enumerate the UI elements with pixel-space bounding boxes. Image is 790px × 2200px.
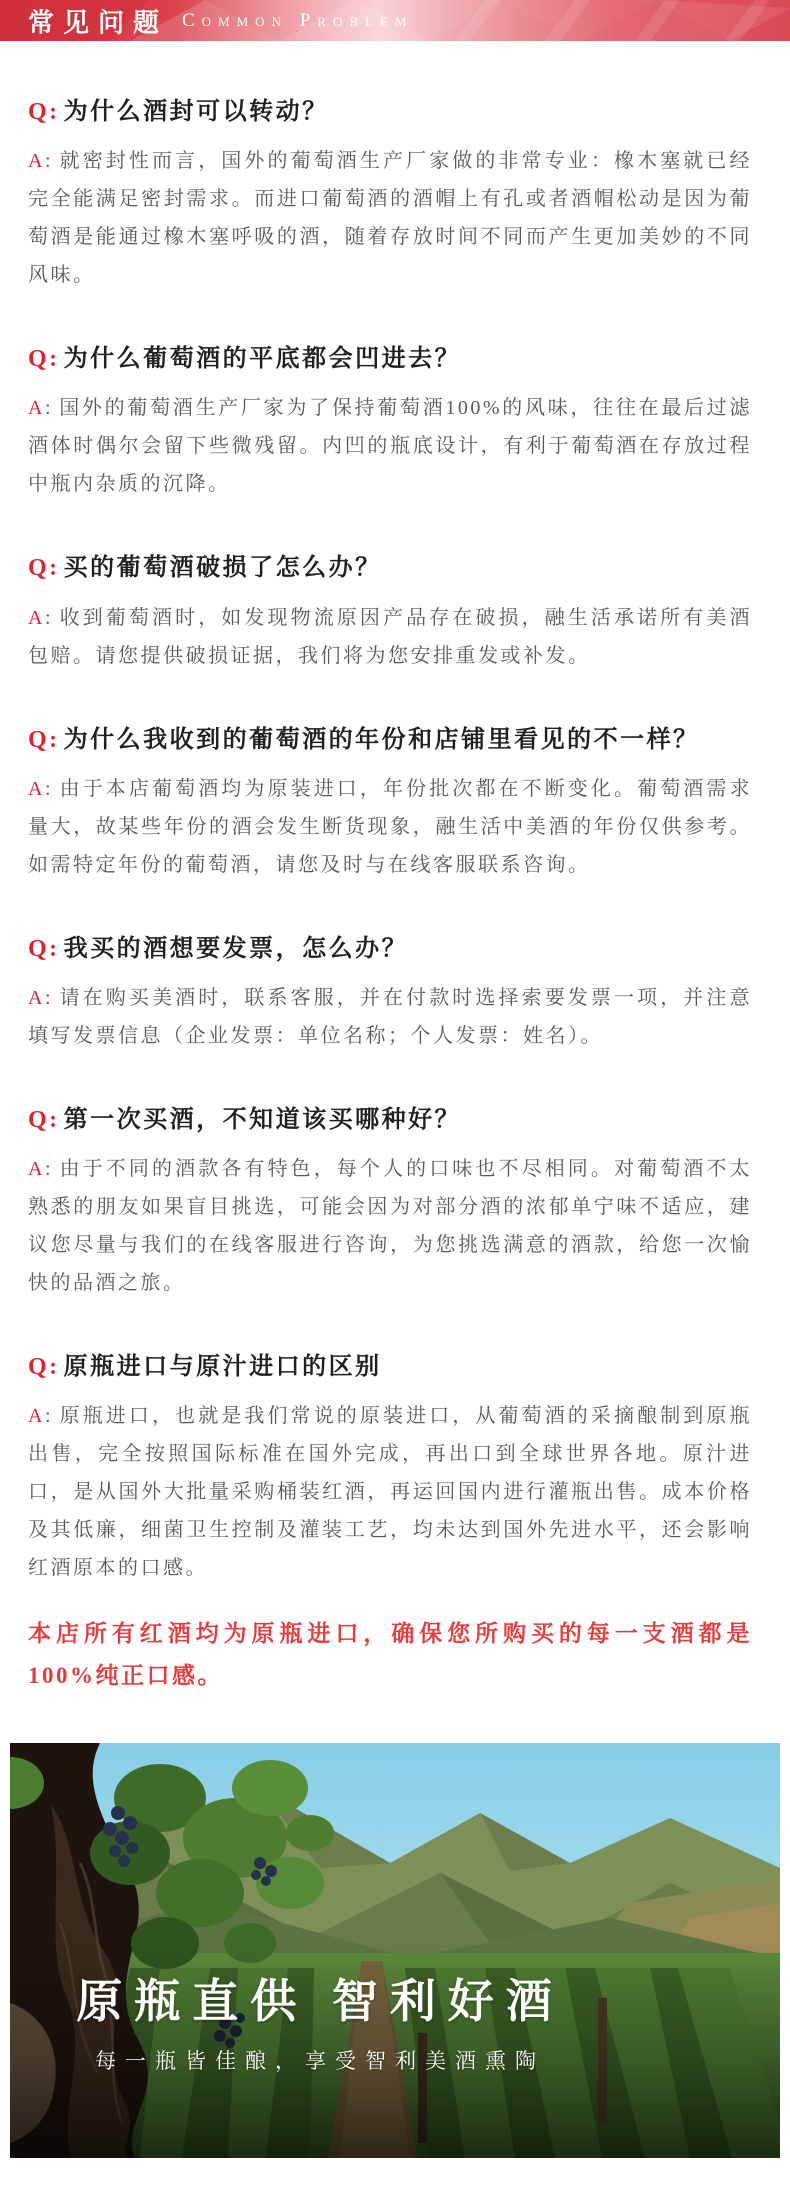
photo-caption — [10, 1965, 630, 2075]
question-text: 第一次买酒，不知道该买哪种好？ — [63, 1106, 462, 1133]
faq-item — [28, 553, 752, 674]
faq-answer — [28, 979, 752, 1055]
a-label: A: — [28, 777, 53, 800]
faq-item — [28, 344, 752, 503]
faq-question — [28, 725, 752, 756]
faq-answer — [28, 1397, 752, 1587]
question-text: 我买的酒想要发票，怎么办？ — [63, 935, 409, 962]
question-text: 原瓶进口与原汁进口的区别 — [63, 1354, 382, 1381]
a-label: A: — [28, 986, 53, 1009]
faq-answer — [28, 142, 752, 294]
vineyard-illustration — [10, 1743, 780, 2158]
faq-question — [28, 553, 752, 584]
faq-item — [28, 1352, 752, 1587]
vineyard-photo — [10, 1743, 780, 2158]
answer-text: 请在购买美酒时，联系客服，并在付款时选择索要发票一项，并注意填写发票信息（企业发票：单位名称；个人发票：姓名）。 — [28, 986, 752, 1047]
faq-answer — [28, 599, 752, 675]
answer-text: 由于不同的酒款各有特色，每个人的口味也不尽相同。对葡萄酒不太熟悉的朋友如果盲目挑选，可能会因为对部分酒的浓郁单宁味不适应，建议您尽量与我们的在线客服进行咨询，为您挑选满意的酒款，给您一次愉快的品酒之旅。 — [28, 1158, 752, 1295]
question-text: 为什么酒封可以转动？ — [63, 99, 329, 125]
answer-text: 国外的葡萄酒生产厂家为了保持葡萄酒100%的风味，往往在最后过滤酒体时偶尔会留下些微残留。内凹的瓶底设计，有利于葡萄酒在存放过程中瓶内杂质的沉降。 — [28, 397, 752, 496]
faq-question — [28, 1352, 752, 1383]
q-label: Q: — [28, 935, 60, 962]
question-text: 买的葡萄酒破损了怎么办？ — [63, 555, 382, 582]
banner-title-cn: 常见问题 — [28, 8, 169, 37]
faq-question — [28, 344, 752, 375]
section-header-banner — [0, 0, 790, 41]
photo-title: 原瓶直供 智利好酒 — [76, 1976, 564, 2028]
q-label: Q: — [28, 346, 60, 373]
faq-item — [28, 934, 752, 1055]
faq-answer — [28, 770, 752, 884]
faq-answer — [28, 1150, 752, 1302]
question-text: 为什么葡萄酒的平底都会凹进去？ — [63, 346, 462, 373]
guarantee-note: 本店所有红酒均为原瓶进口，确保您所购买的每一支酒都是100%纯正口感。 — [28, 1621, 752, 1689]
q-label: Q: — [28, 99, 60, 125]
faq-item — [28, 1105, 752, 1302]
answer-text: 由于本店葡萄酒均为原装进口，年份批次都在不断变化。葡萄酒需求量大，故某些年份的酒会发生断货现象，融生活中美酒的年份仅供参考。如需特定年份的葡萄酒，请您及时与在线客服联系咨询。 — [28, 777, 752, 876]
q-label: Q: — [28, 726, 60, 753]
answer-text: 收到葡萄酒时，如发现物流原因产品存在破损，融生活承诺所有美酒包赔。请您提供破损证据，我们将为您安排重发或补发。 — [28, 606, 752, 667]
faq-question — [28, 934, 752, 965]
banner-title-en: Common Problem — [182, 9, 414, 31]
faq-item — [28, 97, 752, 294]
faq-list — [0, 97, 790, 1587]
a-label: A: — [28, 397, 53, 420]
a-label: A: — [28, 606, 53, 629]
faq-answer — [28, 389, 752, 503]
faq-item — [28, 725, 752, 884]
a-label: A: — [28, 150, 53, 173]
answer-text: 就密封性而言，国外的葡萄酒生产厂家做的非常专业：橡木塞就已经完全能满足密封需求。而进口葡萄酒的酒帽上有孔或者酒帽松动是因为葡萄酒是能通过橡木塞呼吸的酒，随着存放时间不同而产生更加美妙的不同风味。 — [28, 150, 752, 287]
a-label: A: — [28, 1405, 53, 1428]
faq-question — [28, 1105, 752, 1136]
question-text: 为什么我收到的葡萄酒的年份和店铺里看见的不一样？ — [63, 726, 700, 753]
bottom-spacer — [0, 2158, 790, 2200]
answer-text: 原瓶进口，也就是我们常说的原装进口，从葡萄酒的采摘酿制到原瓶出售，完全按照国际标准在国外完成，再出口到全球世界各地。原汁进口，是从国外大批量采购桶装红酒，再运回国内进行灌瓶出售。成本价格及其低廉，细菌卫生控制及灌装工艺，均未达到国外先进水平，还会影响红酒原本的口感。 — [28, 1405, 752, 1580]
photo-subtitle: 每一瓶皆佳酿，享受智利美酒熏陶 — [95, 2049, 545, 2074]
q-label: Q: — [28, 555, 60, 582]
faq-question — [28, 97, 752, 128]
a-label: A: — [28, 1158, 53, 1181]
q-label: Q: — [28, 1354, 60, 1381]
q-label: Q: — [28, 1106, 60, 1133]
